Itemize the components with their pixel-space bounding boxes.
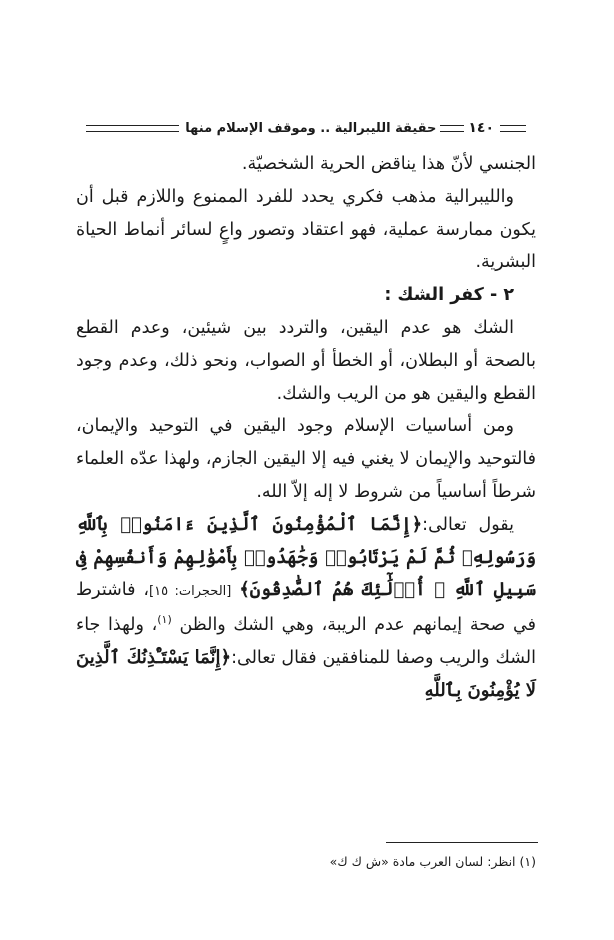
footnote: (١) انظر: لسان العرب مادة «ش ك ك» [329,854,536,869]
paragraph-5-text-2: ، ولهذا جاء الشك والريب وصفا للمنافقين فقال تعالى: [76,615,536,668]
header-rule-left [86,125,179,132]
verse-reference: [الحجرات: ١٥] [149,584,232,600]
book-title: حقيقة الليبرالية .. وموقف الإسلام منها [185,120,437,136]
paragraph-3: الشك هو عدم اليقين، والتردد بين شيئين، وعدم القطع بالصحة أو البطلان، أو الخطأ أو الصواب، ونحو ذلك، وعدم وجود القطع واليقين هو من الريب والشك. [76,317,536,404]
page-number: ١٤٠ [468,120,494,136]
footnote-divider [386,842,538,843]
section-heading: ٢ - كفر الشك : [384,285,514,306]
running-header [80,118,530,138]
paragraph-5 [76,509,536,708]
paragraph-1: الجنسي لأنّ هذا يناقض الحرية الشخصيّة. [241,154,536,174]
header-rule-middle [440,125,464,132]
header-rule-right [500,125,526,132]
paragraph-2: والليبرالية مذهب فكري يحدد للفرد الممنوع واللازم قبل أن يكون ممارسة عملية، فهو اعتقاد وتصور واعٍ لسائر أنماط الحياة البشرية. [76,186,536,273]
quran-verse-2: ﴿إِنَّمَا يَسْتَـْٔذِنُكَ ٱلَّذِينَ لَا يُؤْمِنُونَ بِٱللَّهِ [76,646,536,701]
footnote-marker[interactable]: (١) [157,613,172,627]
paragraph-4: ومن أساسيات الإسلام وجود اليقين في التوحيد والإيمان، فالتوحيد والإيمان لا يغني فيه إلا اليقين الجازم، ولهذا عدّه العلماء شرطاً أساسياً من شروط لا إله إلاّ الله. [76,416,536,502]
quran-verse-1: ﴿إِنَّمَا ٱلْمُؤْمِنُونَ ٱلَّذِينَ ءَامَنُوا۟ بِٱللَّهِ وَرَسُولِهِۦ ثُمَّ لَمْ يَرْتَابُوا۟ وَجَٰهَدُوا۟ بِأَمْوَٰلِهِمْ وَأَنفُسِهِمْ فِى سَبِيلِ ٱللَّهِ ۚ أُو۟لَٰٓئِكَ هُمُ ٱلصَّٰدِقُونَ﴾ [76,513,536,601]
paragraph-5-text: ، فاشترط في صحة إيمانهم عدم الريبة، وهي الشك والظن [76,580,536,636]
verse-intro: يقول تعالى: [422,514,514,535]
body-text [76,148,536,708]
